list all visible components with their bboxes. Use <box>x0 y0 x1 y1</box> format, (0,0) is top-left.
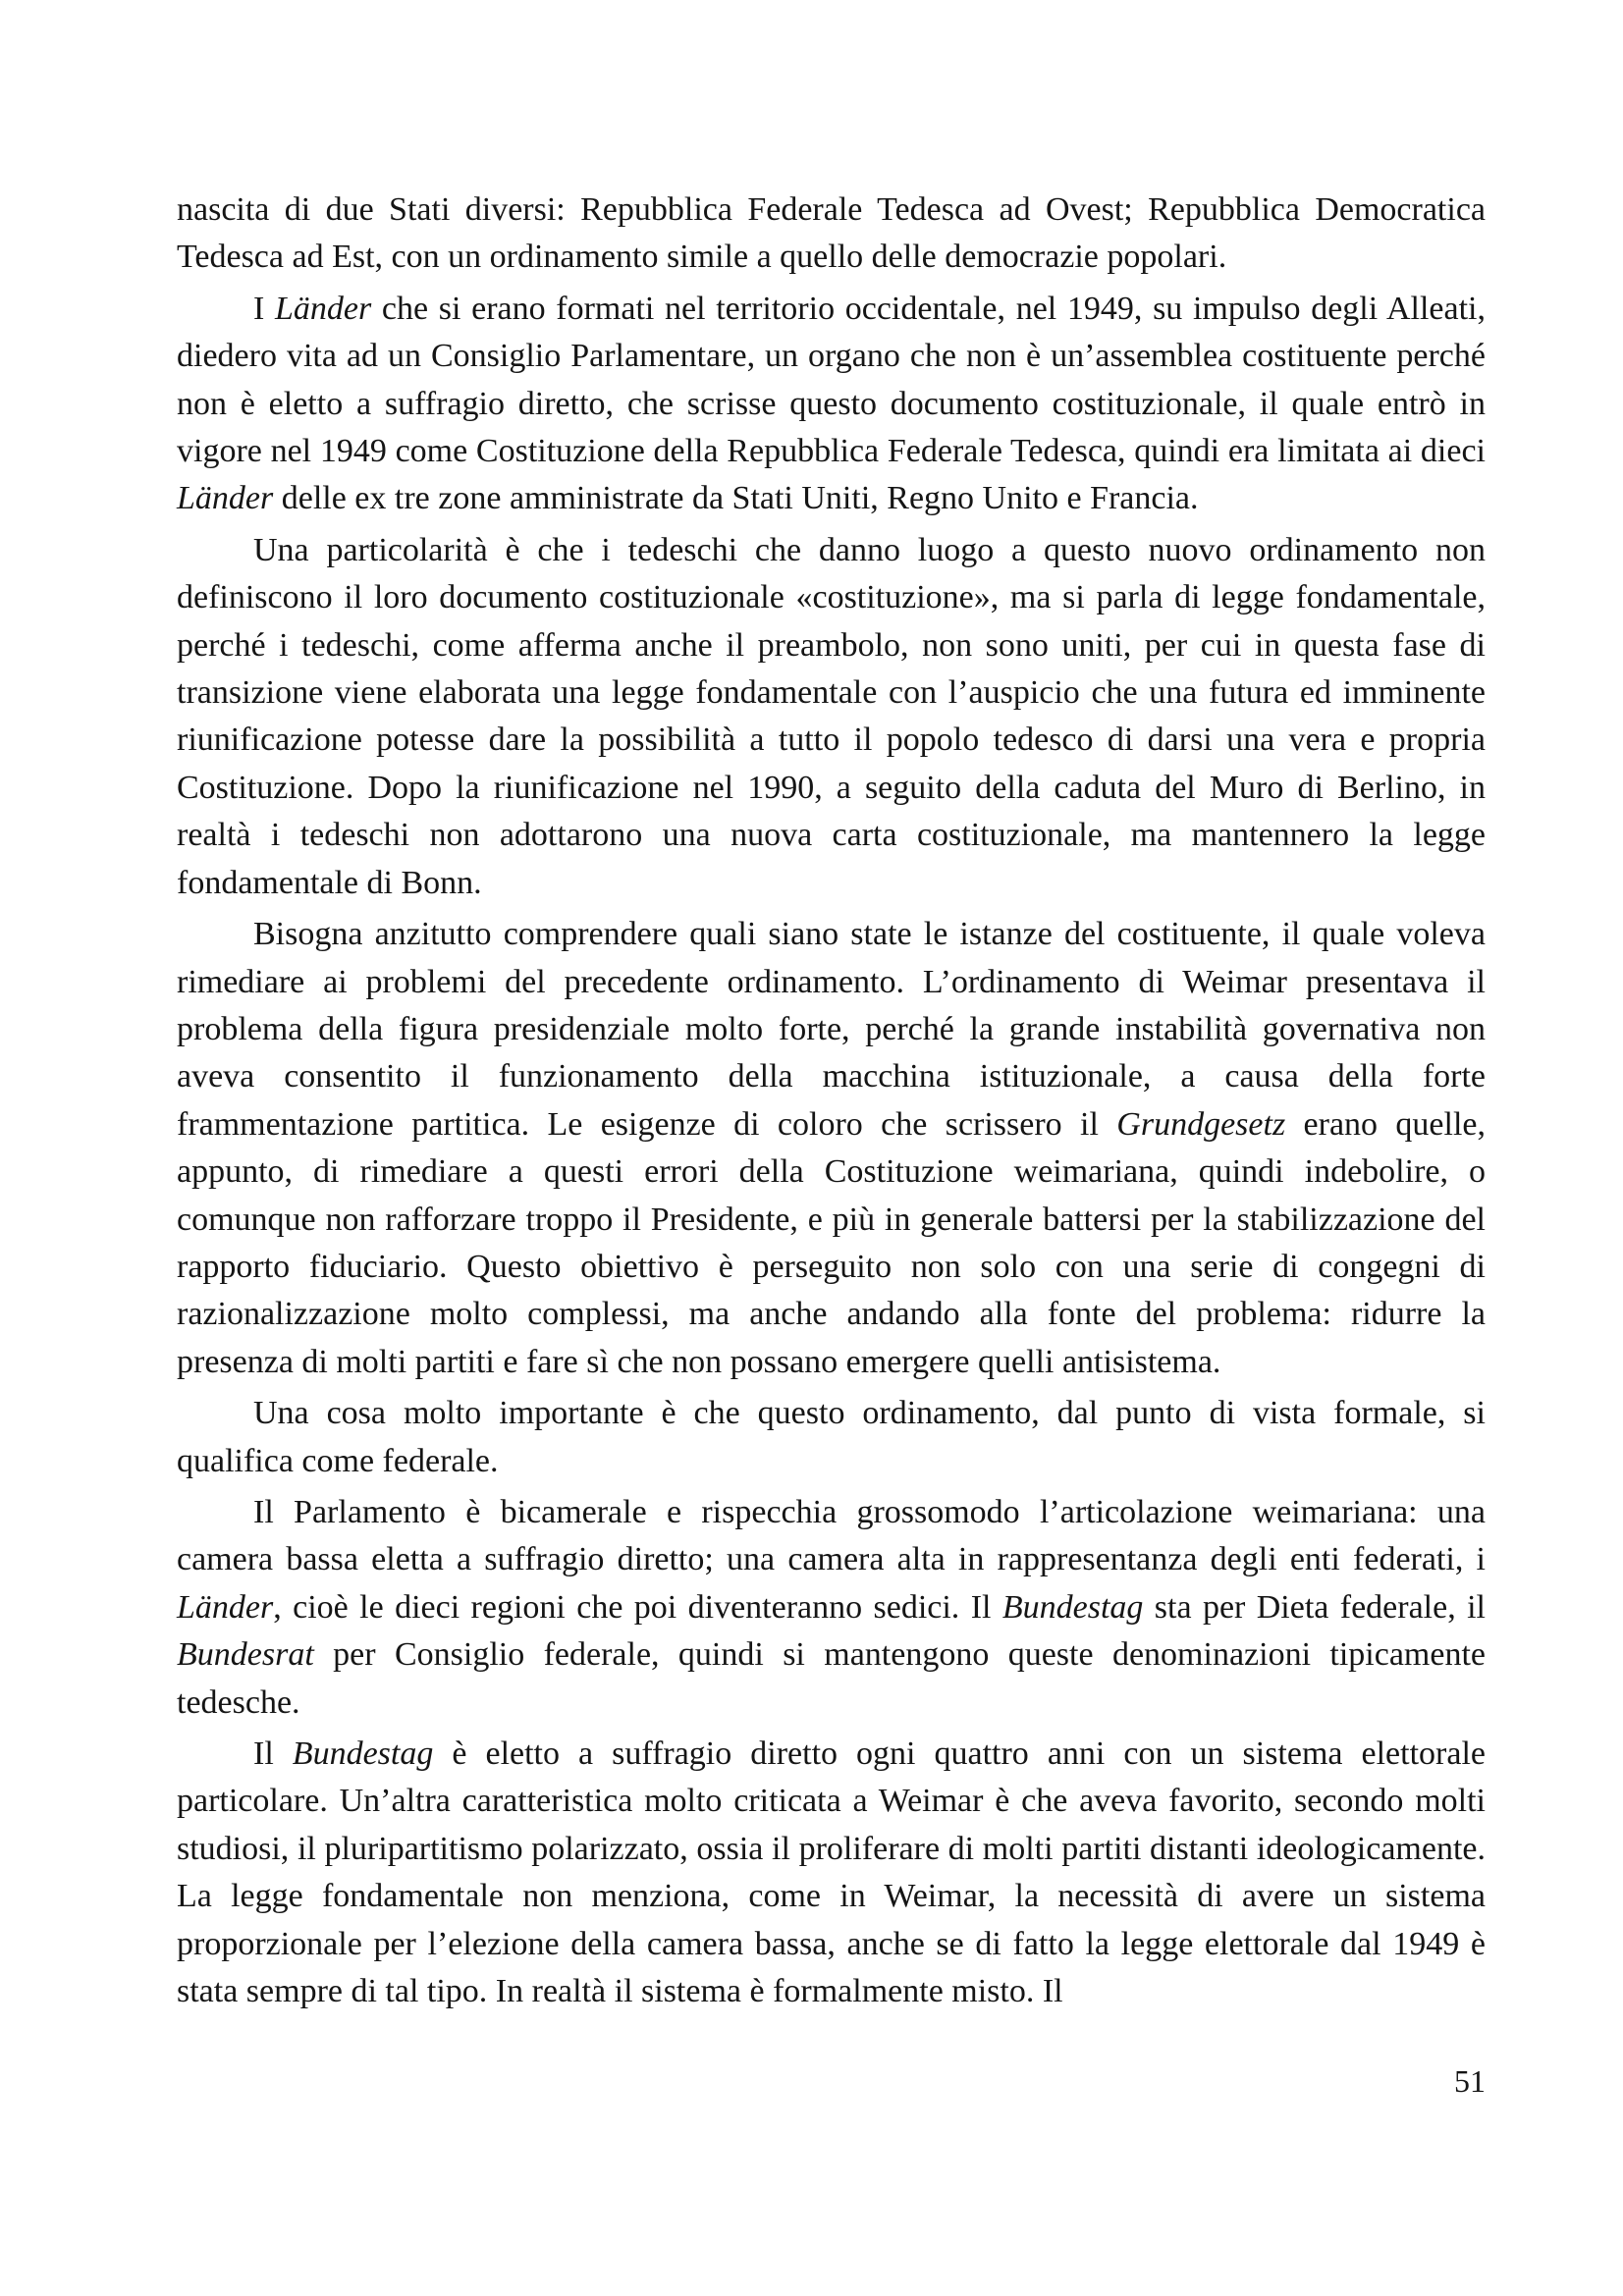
paragraph-7 <box>177 1731 1486 2015</box>
page-body <box>177 187 1486 2015</box>
text-run: I <box>253 290 275 327</box>
text-run: è eletto a suffragio diretto ogni quattro anni con un sistema elettorale particolare. Un’altra caratteristica molto criticata a Weimar è che aveva favorito, secondo molti studiosi, il pluripartitismo polarizzato, ossia il proliferare di molti partiti distanti ideologicamente. La legge fondamentale non menziona, come in Weimar, la necessità di avere un sistema proporzionale per l’elezione della camera bassa, anche se di fatto la legge elettorale dal 1949 è stata sempre di tal tipo. In realtà il sistema è formalmente misto. Il <box>177 1735 1486 2010</box>
text-run: Il <box>253 1735 293 1772</box>
paragraph-1 <box>177 187 1486 282</box>
text-run: Il Parlamento è bicamerale e rispecchia grossomodo l’articolazione weimariana: una camera bassa eletta a suffragio diretto; una camera alta in rappresentanza degli enti federati, i <box>177 1493 1486 1578</box>
italic-term: Bundesrat <box>177 1636 314 1674</box>
page-number: 51 <box>1454 2063 1486 2099</box>
paragraph-3 <box>177 527 1486 907</box>
italic-term: Länder <box>177 480 274 517</box>
text-run: sta per Dieta federale, il <box>1143 1588 1487 1626</box>
text-run: delle ex tre zone amministrate da Stati Uniti, Regno Unito e Francia. <box>273 480 1199 517</box>
italic-term: Grundgesetz <box>1116 1105 1286 1143</box>
text-run: Una cosa molto importante è che questo ordinamento, dal punto di vista formale, si qualifica come federale. <box>177 1395 1486 1479</box>
text-run: che si erano formati nel territorio occidentale, nel 1949, su impulso degli Alleati, diedero vita ad un Consiglio Parlamentare, un organo che non è un’assemblea costituente perché non è eletto a suffragio diretto, che scrisse questo documento costituzionale, il quale entrò in vigore nel 1949 come Costituzione della Repubblica Federale Tedesca, quindi era limitata ai dieci <box>177 290 1487 470</box>
italic-term: Länder <box>177 1588 274 1626</box>
text-run: per Consiglio federale, quindi si mantengono queste denominazioni tipicamente tedesche. <box>177 1636 1486 1721</box>
paragraph-4 <box>177 911 1486 1386</box>
paragraph-2 <box>177 286 1486 523</box>
italic-term: Länder <box>275 290 372 327</box>
text-run: erano quelle, appunto, di rimediare a questi errori della Costituzione weimariana, quindi indebolire, o comunque non rafforzare troppo il Presidente, e più in generale battersi per la stabilizzazione del rapporto fiduciario. Questo obiettivo è perseguito non solo con una serie di congegni di razionalizzazione molto complessi, ma anche andando alla fonte del problema: ridurre la presenza di molti partiti e fare sì che non possano emergere quelli antisistema. <box>177 1105 1486 1380</box>
paragraph-5 <box>177 1390 1486 1485</box>
text-run: Bisogna anzitutto comprendere quali siano state le istanze del costituente, il quale voleva rimediare ai problemi del precedente ordinamento. L’ordinamento di Weimar presentava il problema della figura presidenziale molto forte, perché la grande instabilità governativa non aveva consentito il funzionamento della macchina istituzionale, a causa della forte frammentazione partitica. Le esigenze di coloro che scrissero il <box>177 916 1486 1143</box>
text-run: , cioè le dieci regioni che poi diventeranno sedici. Il <box>273 1588 1002 1626</box>
text-run: Una particolarità è che i tedeschi che danno luogo a questo nuovo ordinamento non definiscono il loro documento costituzionale «costituzione», ma si parla di legge fondamentale, perché i tedeschi, come afferma anche il preambolo, non sono uniti, per cui in questa fase di transizione viene elaborata una legge fondamentale con l’auspicio che una futura ed imminente riunificazione potesse dare la possibilità a tutto il popolo tedesco di darsi una vera e propria Costituzione. Dopo la riunificazione nel 1990, a seguito della caduta del Muro di Berlino, in realtà i tedeschi non adottarono una nuova carta costituzionale, ma mantennero la legge fondamentale di Bonn. <box>177 531 1486 901</box>
italic-term: Bundestag <box>1001 1588 1144 1626</box>
text-run: nascita di due Stati diversi: Repubblica Federale Tedesca ad Ovest; Repubblica Democratica Tedesca ad Est, con un ordinamento simile a quello delle democrazie popolari. <box>177 191 1486 276</box>
paragraph-6 <box>177 1489 1486 1727</box>
italic-term: Bundestag <box>292 1735 434 1772</box>
